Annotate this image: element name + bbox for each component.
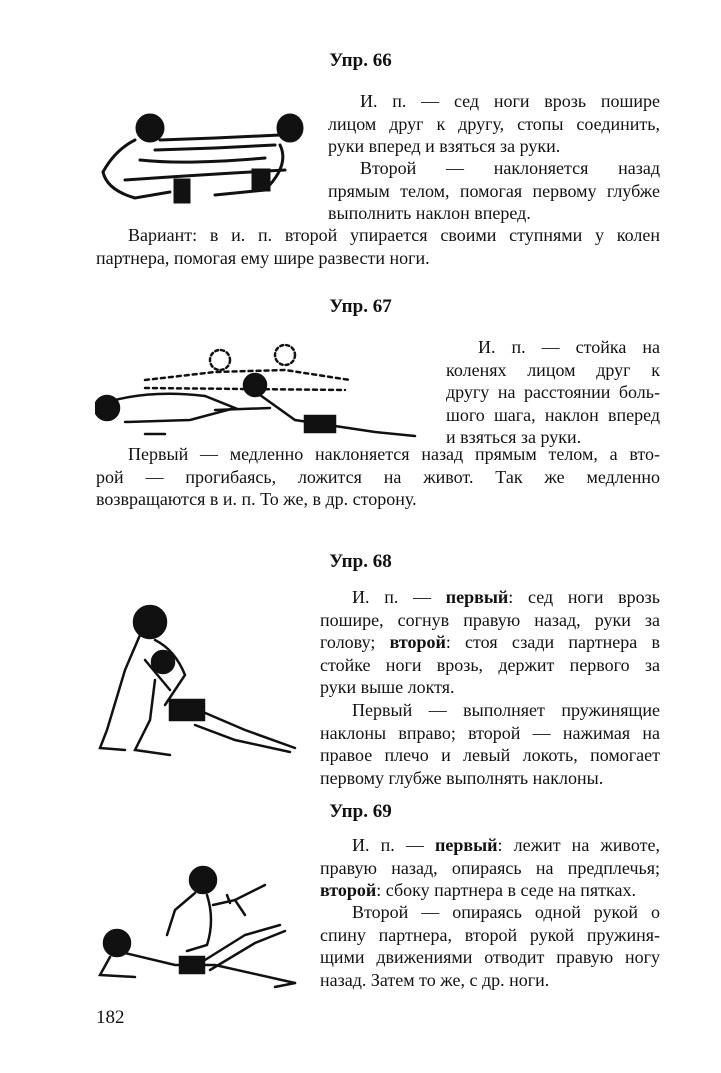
ex69-title: Упр. 69: [329, 801, 392, 822]
ex68-text-1: И. п. — первый: сед ноги врозь пошире, согнув правую назад, руки за голову; второй: стоя сзади партнера в стойке ноги врозь, держит первого за руки выше локтя.: [320, 587, 660, 697]
ex66-illustration: [95, 110, 310, 210]
ex66-text-3: Вариант: в и. п. второй упирается своими ступнями у колен партнера, помогая ему шире развести ноги.: [96, 225, 660, 268]
ex68-illustration: [95, 600, 305, 765]
ex67-illustration: [95, 340, 425, 440]
ex67-text-2: Первый — медленно наклоняется назад прямым телом, а вто- рой — прогибаясь, ложится на живот. Так же медленно возвращаются в и. п. То же, в др. сторону.: [96, 444, 660, 509]
ex69-illustration: [95, 865, 305, 1000]
ex66-title: Упр. 66: [329, 50, 392, 71]
ex67-title: Упр. 67: [329, 296, 392, 317]
ex67-text-1: И. п. — стойка на коленях лицом друг к другу на расстоянии боль- шого шага, наклон вперед и взяться за руки.: [446, 337, 660, 447]
ex66-text-2: Второй — наклоняется назад прямым телом, помогая первому глубже выполнить наклон вперед.: [328, 158, 660, 223]
ex68-text-2: Первый — выполняет пружинящие наклоны вправо; второй — нажимая на правое плечо и левый локоть, помогает первому глубже выполнять наклоны.: [320, 700, 660, 788]
ex66-text-1: И. п. — сед ноги врозь пошире лицом друг к другу, стопы соединить, руки вперед и взяться за руки.: [328, 91, 660, 156]
page-number: 182: [96, 1007, 125, 1028]
ex69-text-2: Второй — опираясь одной рукой о спину партнера, второй рукой пружиня- щими движениями отводит правую ногу назад. Затем то же, с др. ноги.: [320, 902, 660, 990]
ex68-title: Упр. 68: [329, 551, 392, 572]
ex69-text-1: И. п. — первый: лежит на животе, правую назад, опираясь на предплечья; второй: сбоку партнера в седе на пятках.: [320, 835, 660, 900]
